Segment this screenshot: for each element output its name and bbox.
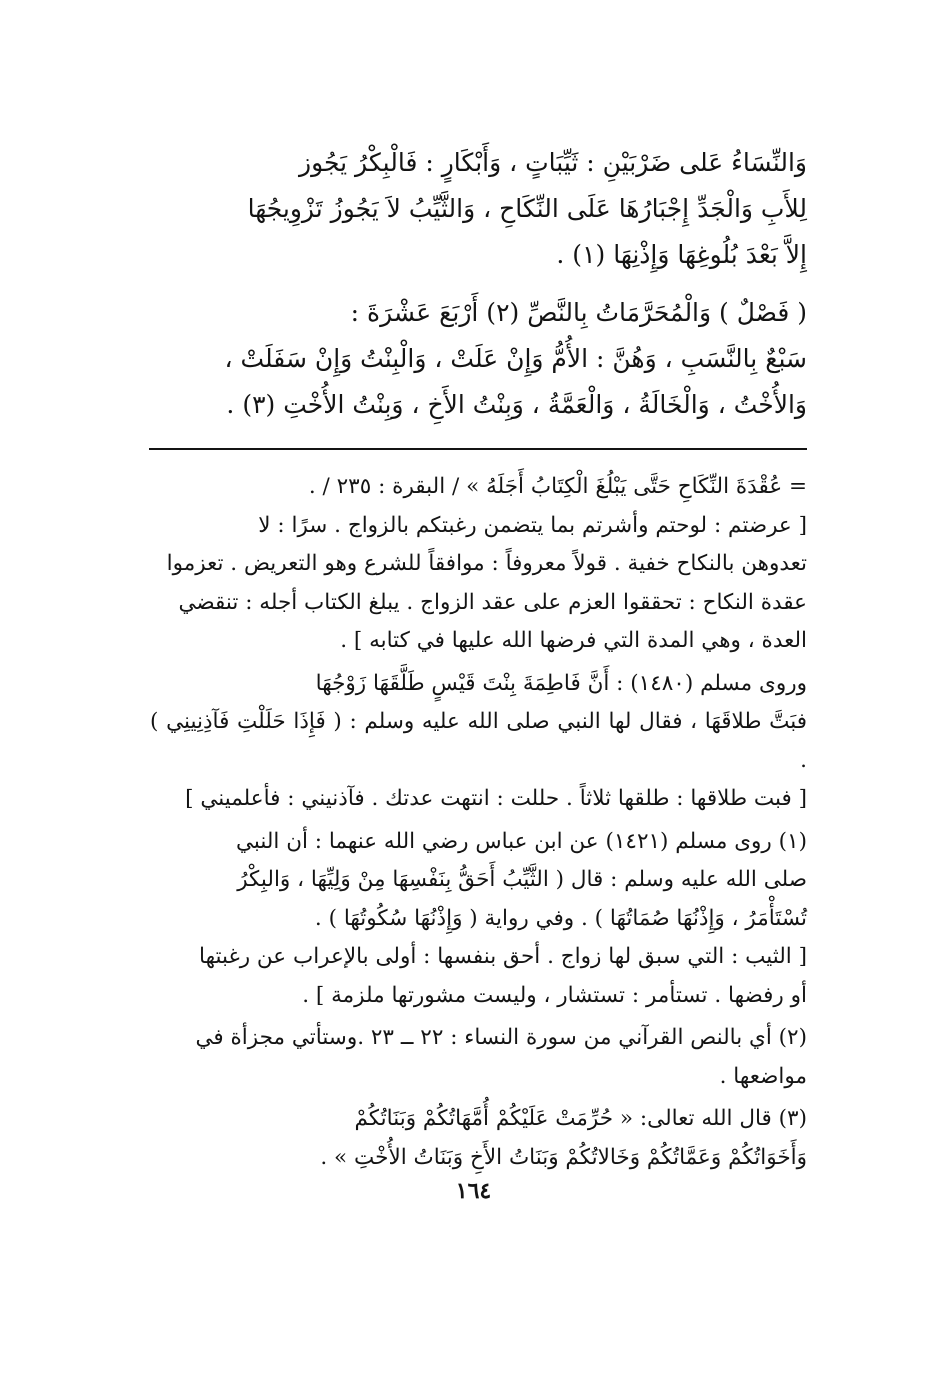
footnote-divider bbox=[149, 448, 807, 450]
footnote-2: (٢) أي بالنص القرآني من سورة النساء : ٢٢ ــ ٢٣ .وستأتي مجزأة في bbox=[195, 1025, 807, 1050]
footnote-line: مواضعها . bbox=[719, 1063, 807, 1089]
footnote-line: تعدوهن بالنكاح خفية . قولاً معروفاً : موافقاً للشرع وهو التعريض . تعزموا bbox=[166, 551, 807, 576]
main-line: لِلأَبِ وَالْجَدِّ إِجْبَارُهَا عَلَى النِّكَاحِ ، وَالثَّيِّبُ لاَ يَجُوزُ تَزْوِيجُهَا bbox=[247, 194, 807, 223]
section-heading: ( فَصْلٌ ) وَالْمُحَرَّمَاتُ بِالنَّصِّ (٢) أَرْبَعَ عَشْرَةَ : bbox=[350, 298, 807, 327]
page-number: ١٦٤ bbox=[455, 1178, 492, 1204]
main-line: وَالأُخْتُ ، وَالْخَالَةُ ، وَالْعَمَّةُ ، وَبِنْتُ الأَخِ ، وَبِنْتُ الأُخْتِ (٣) . bbox=[226, 390, 807, 419]
footnote-3: (٣) قال الله تعالى: « حُرِّمَتْ عَلَيْكُمْ أُمَّهَاتُكُمْ وَبَنَاتُكُمْ bbox=[354, 1106, 807, 1131]
main-line: سَبْعٌ بِالنَّسَبِ ، وَهُنَّ : الأُمُّ وَإِنْ عَلَتْ ، وَالْبِنْتُ وَإِنْ سَفَلَتْ ، bbox=[224, 344, 807, 373]
footnote-line: [ فبت طلاقها : طلقها ثلاثاً . حللت : انتهت عدتك . فآذنيني : فأعلميني ] bbox=[185, 786, 807, 811]
footnote-line: فبَتَّ طلاقَهَا ، فقال لها النبي صلى الله عليه وسلم : ( فَإِذَا حَلَلْتِ فَآذِنِينِي ) . bbox=[150, 709, 807, 773]
footnote-line: = عُقْدَةَ النِّكَاحِ حَتَّى يَبْلُغَ الْكِتَابُ أَجَلَهُ » / البقرة : ٢٣٥ / . bbox=[308, 474, 807, 499]
footnote-line: وروى مسلم (١٤٨٠) : أَنَّ فَاطِمَةَ بِنْتَ قَيْسٍ طَلَّقَهَا زَوْجُهَا bbox=[315, 670, 807, 696]
footnote-line: تُسْتَأْمَرُ ، وَإِذْنُهَا صُمَاتُهَا ) . وفي رواية ( وَإِذْنُهَا سُكُوتُهَا ) . bbox=[314, 905, 807, 931]
main-line: وَالنِّسَاءُ عَلى ضَرْبَيْنِ : ثَيِّبَاتٍ ، وَأَبْكَارٍ : فَالْبِكْرُ يَجُوز bbox=[299, 148, 807, 177]
footnote-line: [ الثيب : التي سبق لها زواج . أحق بنفسها : أولى بالإعراب عن رغبتها bbox=[199, 944, 807, 969]
footnote-line: [ عرضتم : لوحتم وأشرتم بما يتضمن رغبتكم بالزواج . سرًا : لا bbox=[258, 512, 807, 538]
footnote-line: أو رفضها . تستأمر : تستشار ، وليست مشورتها ملزمة ] . bbox=[302, 982, 807, 1008]
footnote-line: عقدة النكاح : تحققوا العزم على عقد الزواج . يبلغ الكتاب أجله : تنقضي bbox=[178, 589, 807, 615]
main-text bbox=[150, 140, 807, 428]
footnote-line: وَأَخَوَاتُكُمْ وَعَمَّاتُكُمْ وَخَالاتُكُمْ وَبَنَاتُ الأَخِ وَبَنَاتُ الأُخْتِ » . bbox=[320, 1144, 807, 1170]
footnote-1: (١) روى مسلم (١٤٢١) عن ابن عباس رضي الله عنهما : أن النبي bbox=[235, 828, 807, 854]
footnote-line: العدة ، وهي المدة التي فرضها الله عليها في كتابه ] . bbox=[340, 628, 807, 653]
main-line: إِلاَّ بَعْدَ بُلُوغِهَا وَإِذْنِهَا (١) . bbox=[556, 240, 807, 269]
footnote-line: صلى الله عليه وسلم : قال ( الثَّيِّبُ أَحَقُّ بِنَفْسِهَا مِنْ وَلِيِّهَا ، وَالبِكْرُ bbox=[237, 867, 807, 892]
footnotes bbox=[150, 468, 807, 1177]
